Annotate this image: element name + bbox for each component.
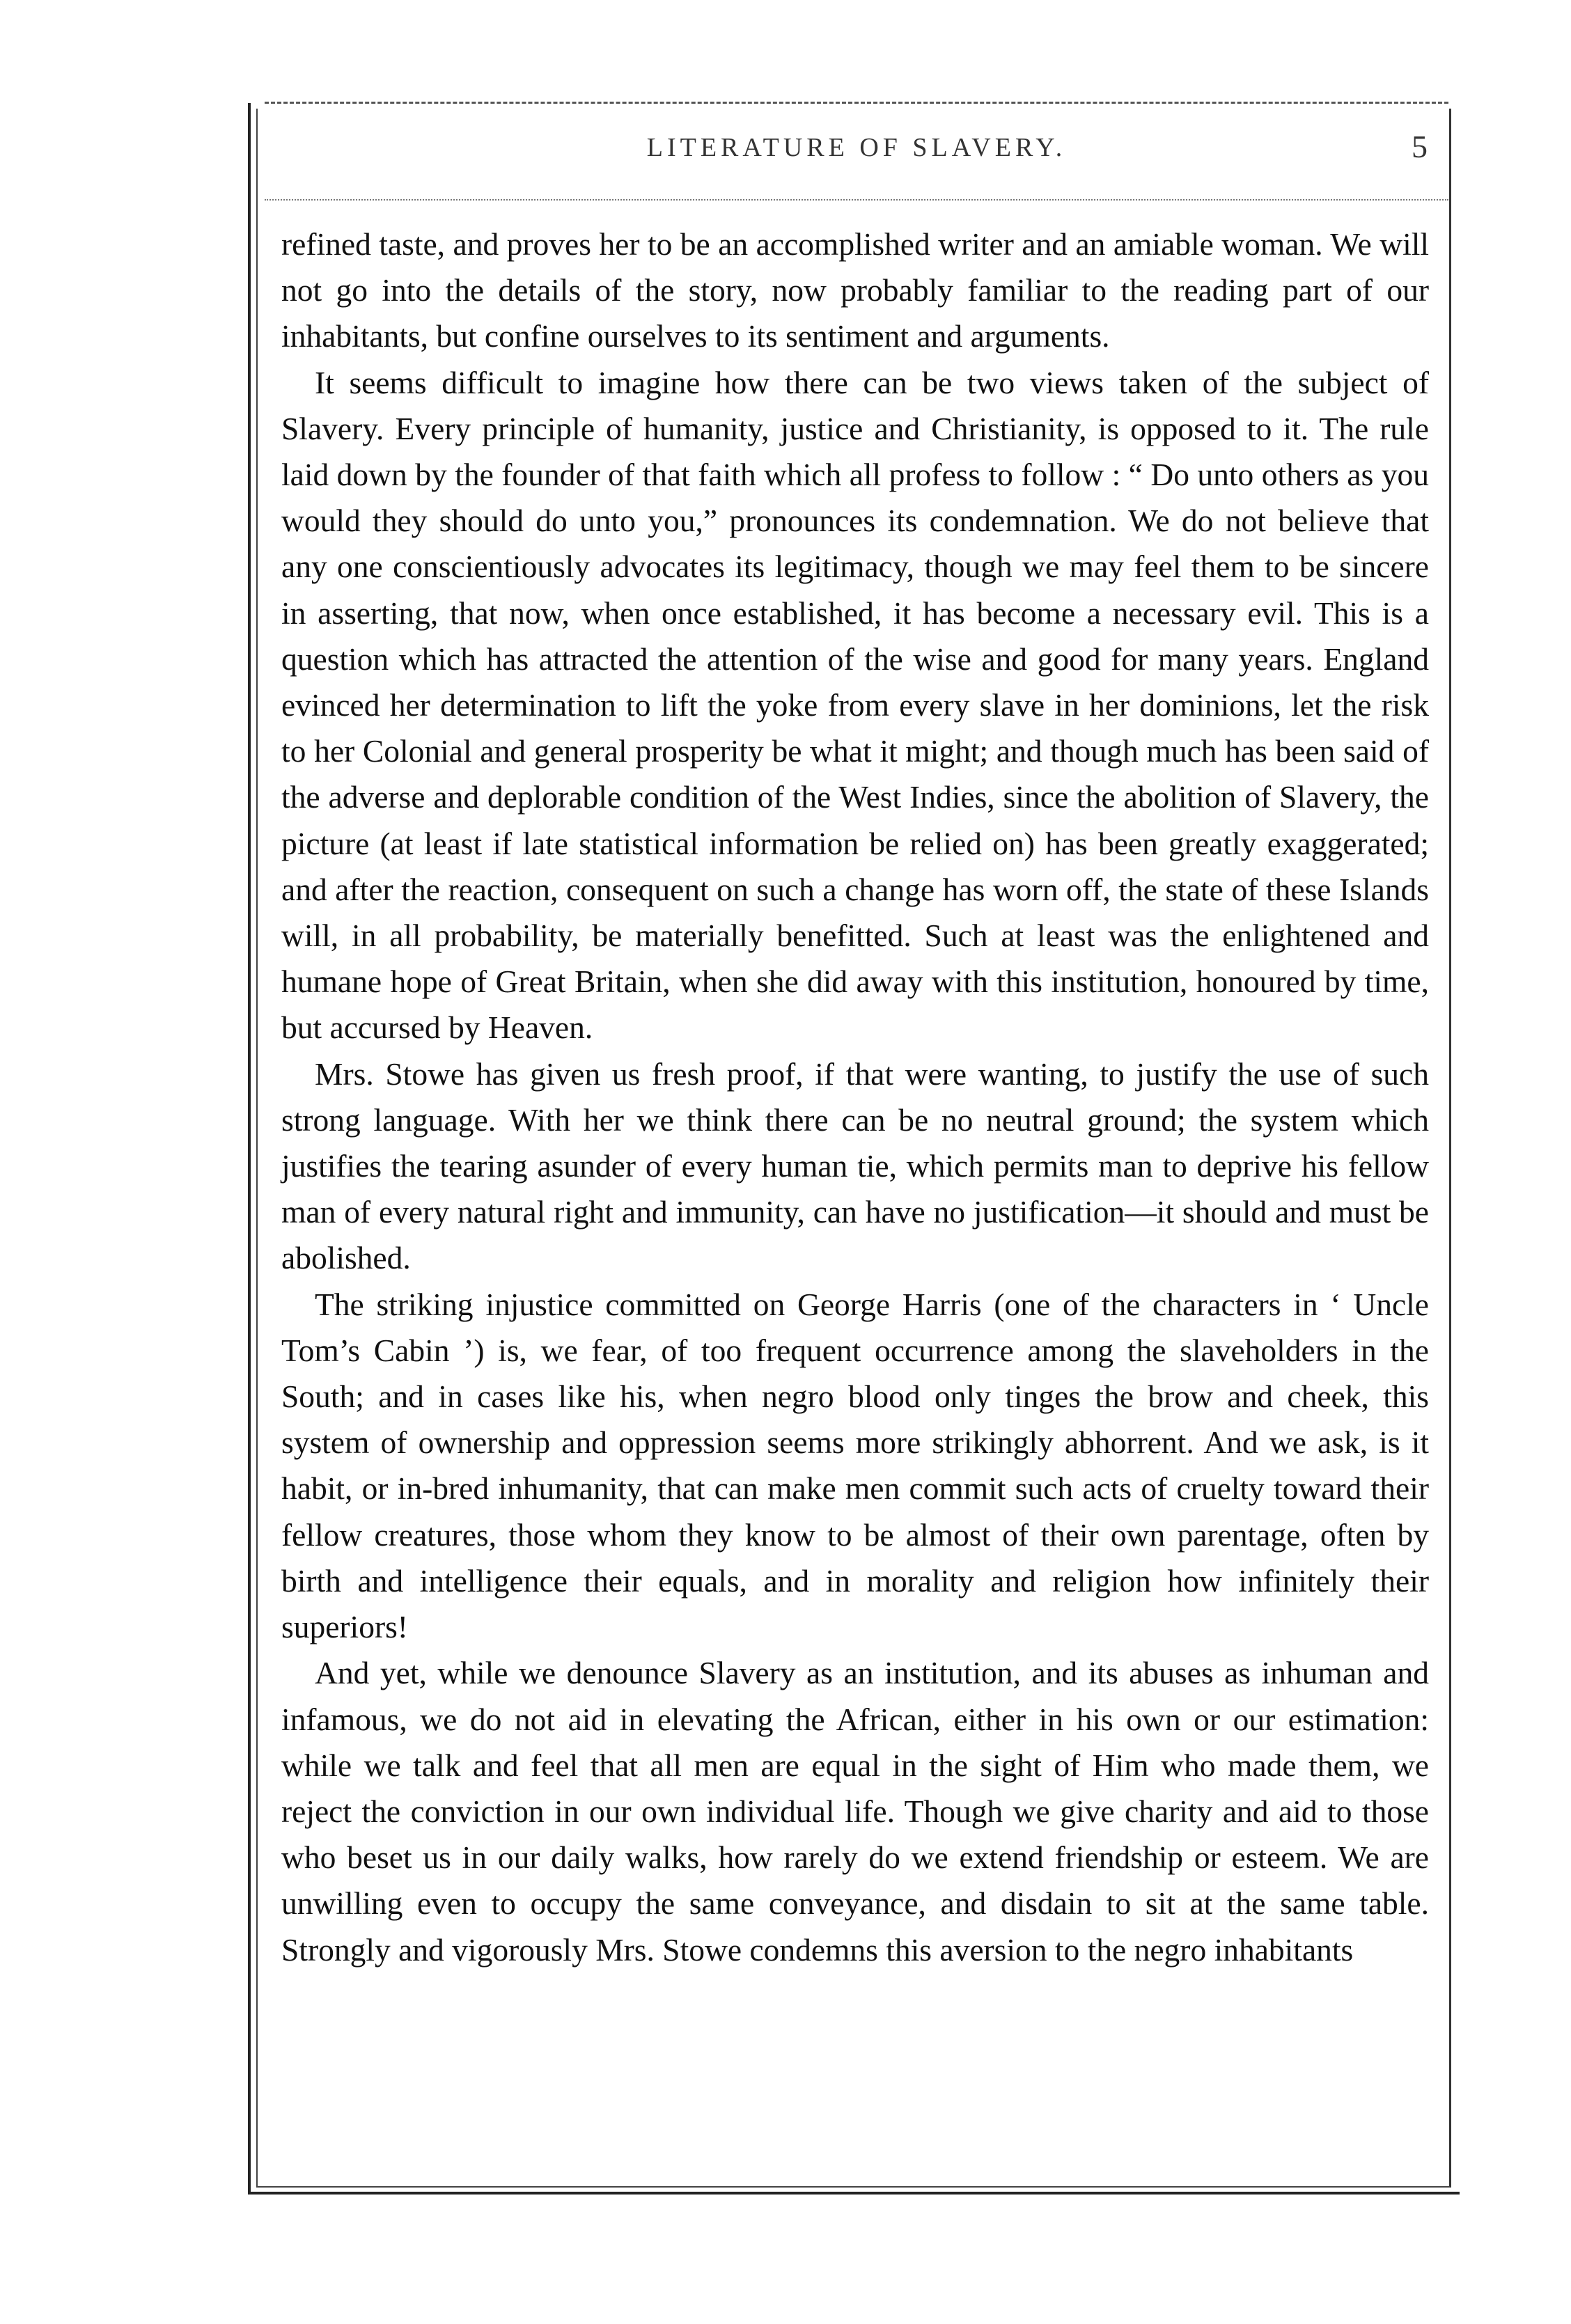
page-number: 5 <box>1412 129 1428 164</box>
running-title: LITERATURE OF SLAVERY. <box>646 133 1067 162</box>
body-text <box>281 221 1429 1973</box>
running-head <box>265 129 1448 174</box>
paragraph-5: And yet, while we denounce Slavery as an institution, and its abuses as inhuman and infamous, we do not aid in elevating the African, either in his own or our estimation: while we talk and feel that all men are equal in the sight of Him who made them, we reject the conviction in our own individual life. Though we give charity and aid to those who beset us in our daily walks, how rarely do we extend friendship or esteem. We are unwilling even to occupy the same conveyance, and disdain to sit at the same table. Strongly and vigorously Mrs. Stowe condemns this aversion to the negro inhabitants <box>281 1655 1429 1968</box>
paragraph-4: The striking injustice committed on George Harris (one of the characters in ‘ Uncle Tom’s Cabin ’) is, we fear, of too frequent occurrence among the slaveholders in the South; and in cases like his, when negro blood only tinges the brow and cheek, this system of ownership and oppression seems more strikingly abhorrent. And we ask, is it habit, or in-bred inhumanity, that can make men commit such acts of cruelty toward their fellow creatures, those whom they know to be almost of their own parentage, often by birth and intelligence their equals, and in morality and religion how infinitely their superiors! <box>281 1286 1429 1645</box>
paragraph-1: refined taste, and proves her to be an accomplished writer and an amiable woman. We will not go into the details of the story, now probably familiar to the reading part of our inhabitants, but confine ourselves to its sentiment and arguments. <box>281 226 1429 354</box>
header-rule <box>265 199 1448 201</box>
paragraph-3: Mrs. Stowe has given us fresh proof, if that were wanting, to justify the use of such strong language. With her we think there can be no neutral ground; the system which justifies the tearing asunder of every human tie, which permits man to deprive his fellow man of every natural right and immunity, can have no justification—it should and must be abolished. <box>281 1055 1429 1276</box>
paragraph-2: It seems difficult to imagine how there can be two views taken of the subject of Slavery. Every principle of humanity, justice and Christianity, is opposed to it. The rule laid down by the founder of that faith which all profess to follow : “ Do unto others as you would they should do unto you,” pronounces its condemnation. We do not believe that any one conscientiously advocates its legitimacy, though we may feel them to be sincere in asserting, that now, when once established, it has become a necessary evil. This is a question which has attracted the attention of the wise and good for many years. England evinced her determination to lift the yoke from every slave in her dominions, let the risk to her Colonial and general prosperity be what it might; and though much has been said of the adverse and deplorable condition of the West Indies, since the abolition of Slavery, the picture (at least if late statistical information be relied on) has been greatly exaggerated; and after the reaction, consequent on such a change has worn off, the state of these Islands will, in all probability, be materially benefitted. Such at least was the enlightened and humane hope of Great Britain, when she did away with this institution, honoured by time, but accursed by Heaven. <box>281 364 1429 1046</box>
